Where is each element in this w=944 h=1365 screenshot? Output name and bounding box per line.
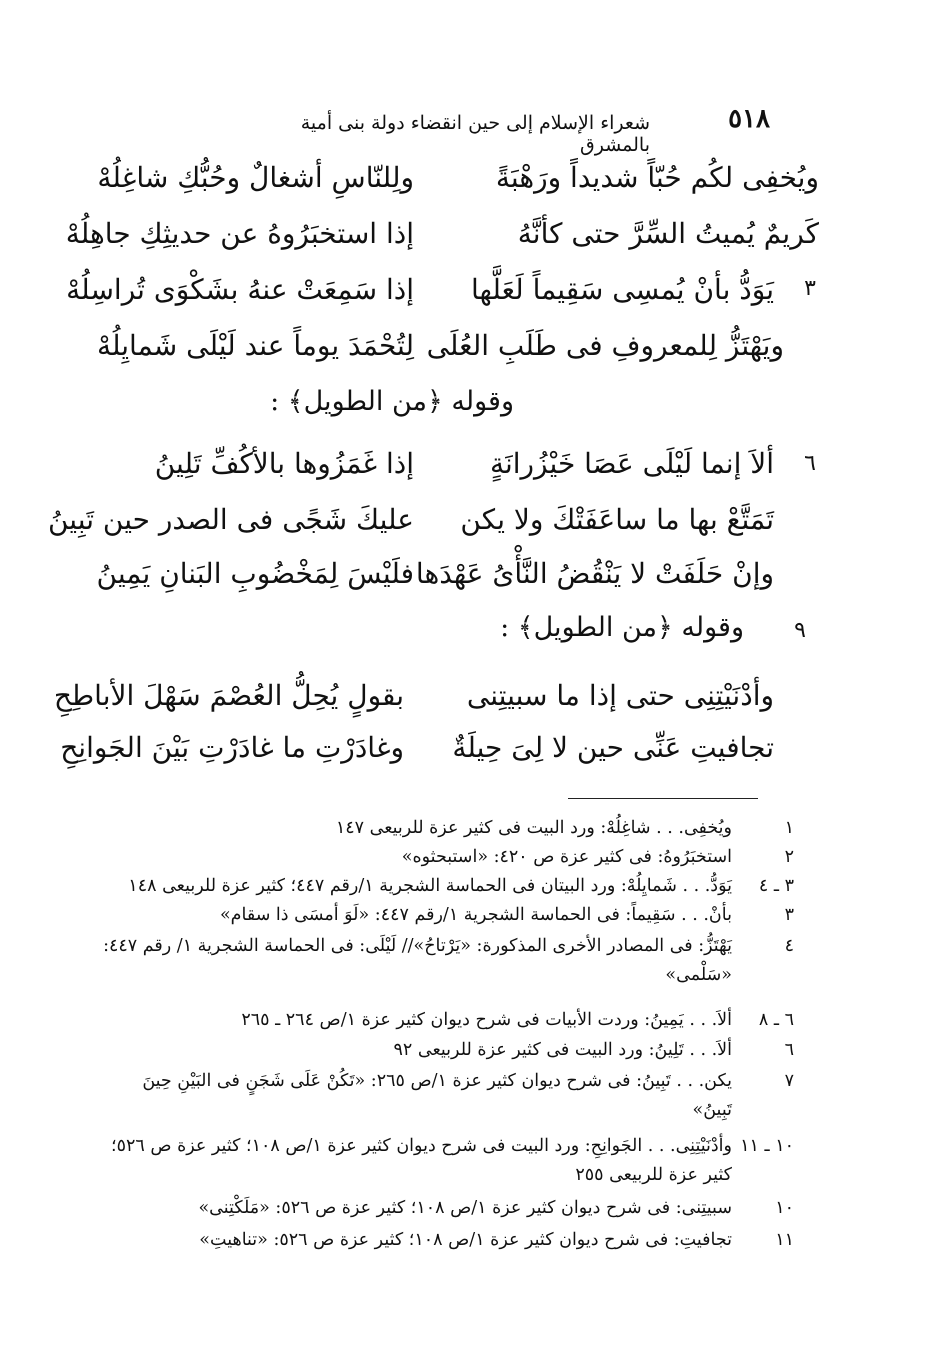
verse-first-hemistich: كَريمٌ يُميتُ السِّرَّ حتى كأنَّهُ <box>517 217 819 250</box>
footnote <box>94 1194 794 1223</box>
footnote-text: تجافيتِ: فى شرح ديوان كثير عزة ١/ص ١٠٨؛ كثير عزة ص ٥٢٦: «تناهيتِ» <box>199 1230 732 1250</box>
footnote-text: ألاَ. . . تَلِينُ: ورد البيت فى كثير عزة للربيعى ٩٢ <box>393 1040 732 1060</box>
verse-second-hemistich: إذا سَمِعَتْ عنهُ بشَكْوَى تُراسِلُهْ <box>66 273 414 306</box>
verse-number: ٣ <box>804 276 816 301</box>
page-number: ٥١٨ <box>728 104 770 134</box>
running-title: شعراء الإسلام إلى حين انقضاء دولة بنى أمية بالمشرق <box>300 112 650 156</box>
verse-first-hemistich: يَوَدُّ بأنْ يُمسِى سَقِيماً لَعَلَّها <box>470 273 774 306</box>
footnote-number: ١ <box>784 818 794 838</box>
footnote <box>94 814 794 843</box>
verse-first-hemistich: ألاَ إنما لَيْلَى عَصَا خَيْزُرانَةٍ <box>489 447 774 480</box>
page-header <box>230 104 770 156</box>
footnote-number: ١٠ <box>775 1198 794 1218</box>
verse-line <box>60 728 774 768</box>
footnote-number: ٤ <box>784 936 794 956</box>
verse-second-hemistich: بقولٍ يُحِلُّ العُصْمَ سَهْلَ الأباطِحِ <box>53 679 404 712</box>
footnote <box>94 872 794 901</box>
footnote-number: ١١ <box>775 1230 794 1250</box>
footnote <box>94 932 794 990</box>
footnote-number: ١٠ ـ ١١ <box>740 1136 794 1156</box>
verse-line <box>66 270 774 310</box>
footnote-number: ٦ <box>784 1040 794 1060</box>
footnote-text: ألاَ. . . يَمِينُ: وردت الأبيات فى شرح ديوان كثير عزة ١/ص ٢٦٤ ـ ٢٦٥ <box>241 1010 732 1030</box>
footnote <box>94 901 794 930</box>
footnote-number: ٦ ـ ٨ <box>758 1010 794 1030</box>
verse-first-hemistich: وإنْ حَلَفَتْ لا يَنْقُضُ النَّأْىُ عَهْدَها <box>415 557 774 590</box>
footnote-text: ويُخفِى. . . شاغِلُهْ: ورد البيت فى كثير عزة للربيعى ١٤٧ <box>335 818 732 838</box>
verse-number: ٩ <box>794 618 806 643</box>
verse-second-hemistich: إذا استخبَرُوهُ عن حديثِكِ جاهِلُهْ <box>65 217 414 250</box>
verse-line <box>53 676 774 716</box>
footnote-divider <box>568 798 758 799</box>
verse-line <box>74 444 774 484</box>
verse-number: ٦ <box>804 451 816 476</box>
footnote-text: يَهْتَزُّ: فى المصادر الأخرى المذكورة: «يَرْتاحُ»// لَيْلَى: فى الحماسة الشجرية ١/ رقم ٤٤٧: «سَلْمى» <box>103 936 732 985</box>
verse-line <box>79 158 819 198</box>
footnote <box>94 1006 794 1035</box>
section-intro: وقوله ﴿من الطويل﴾ : <box>500 612 744 643</box>
verse-second-hemistich: وغادَرْتِ ما غادَرْتِ بَيْنَ الجَوانِحِ <box>60 731 404 764</box>
verse-second-hemistich: عليكَ شَجًى فى الصدر حين تَبِينُ <box>47 503 414 536</box>
verse-first-hemistich: ويُخفِى لكُم حُبّاً شديداً ورَهْبَةً <box>495 161 819 194</box>
verse-second-hemistich: لِتُحْمَدَ يوماً عند لَيْلَى شَمايِلُهْ <box>96 329 414 362</box>
verse-second-hemistich: ولِلنّاسِ أشغالٌ وحُبُّكِ شاغِلُهْ <box>97 161 414 194</box>
verse-first-hemistich: تجافيتِ عَنِّى حين لا لِىَ حِيلَةٌ <box>452 731 774 764</box>
footnote <box>94 1067 794 1125</box>
verse-second-hemistich: فلَيْسَ لِمَخْضُوبِ البَنانِ يَمِينُ <box>96 557 414 590</box>
footnote <box>94 1226 794 1255</box>
verse-first-hemistich: تَمَتَّعْ بها ما ساعَفَتْكَ ولا يكن <box>460 503 774 536</box>
footnote <box>94 1036 794 1065</box>
footnote-number: ٧ <box>784 1071 794 1091</box>
verse-line <box>65 214 819 254</box>
footnote-number: ٣ <box>784 905 794 925</box>
verse-first-hemistich: ويَهْتَزُّ لِلمعروفِ فى طَلَبِ العُلَى <box>426 329 784 362</box>
footnote-text: وأدْنَيْتِنِى. . . الجَوانِحِ: ورد البيت فى شرح ديوان كثير عزة ١/ص ١٠٨؛ كثير عزة ص ٥٢٦؛ كثير عزة للربيعى ٢٥٥ <box>111 1136 732 1185</box>
verse-second-hemistich: إذا غَمَزُوها بالأكُفِّ تَلِينُ <box>154 447 414 480</box>
verse-line <box>74 554 774 594</box>
footnote-text: يَوَدُّ. . . شَمايِلُهْ: ورد البيتان فى الحماسة الشجرية ١/رقم ٤٤٧؛ كثير عزة للربيعى ١٤٨ <box>128 876 732 896</box>
footnote-number: ٢ <box>784 847 794 867</box>
verse-first-hemistich: وأدْنَيْتِنِى حتى إذا ما سبيتِنى <box>466 679 774 712</box>
footnote-text: استخبَرُوهُ: فى كثير عزة ص ٤٢٠: «استبحثوه» <box>401 847 732 867</box>
footnote-text: بأنْ. . . سَقِيماً: فى الحماسة الشجرية ١/رقم ٤٤٧: «لَوَ أمسَى ذا سقام» <box>219 905 732 925</box>
footnote-text: يكن. . . تَبِينُ: فى شرح ديوان كثير عزة ١/ص ٢٦٥: «تَكُنْ عَلَى شَجَنٍ فى البَيْنِ حِينَ تَبِينُ» <box>142 1071 732 1120</box>
verse-line <box>74 326 784 366</box>
verse-line <box>47 500 774 540</box>
footnote-text: سبيتِنى: فى شرح ديوان كثير عزة ١/ص ١٠٨؛ كثير عزة ص ٥٢٦: «مَلَكْتِنى» <box>198 1198 732 1218</box>
footnote <box>94 843 794 872</box>
footnote <box>94 1132 794 1190</box>
footnote-number: ٣ ـ ٤ <box>758 876 794 896</box>
section-intro: وقوله ﴿من الطويل﴾ : <box>270 386 514 417</box>
